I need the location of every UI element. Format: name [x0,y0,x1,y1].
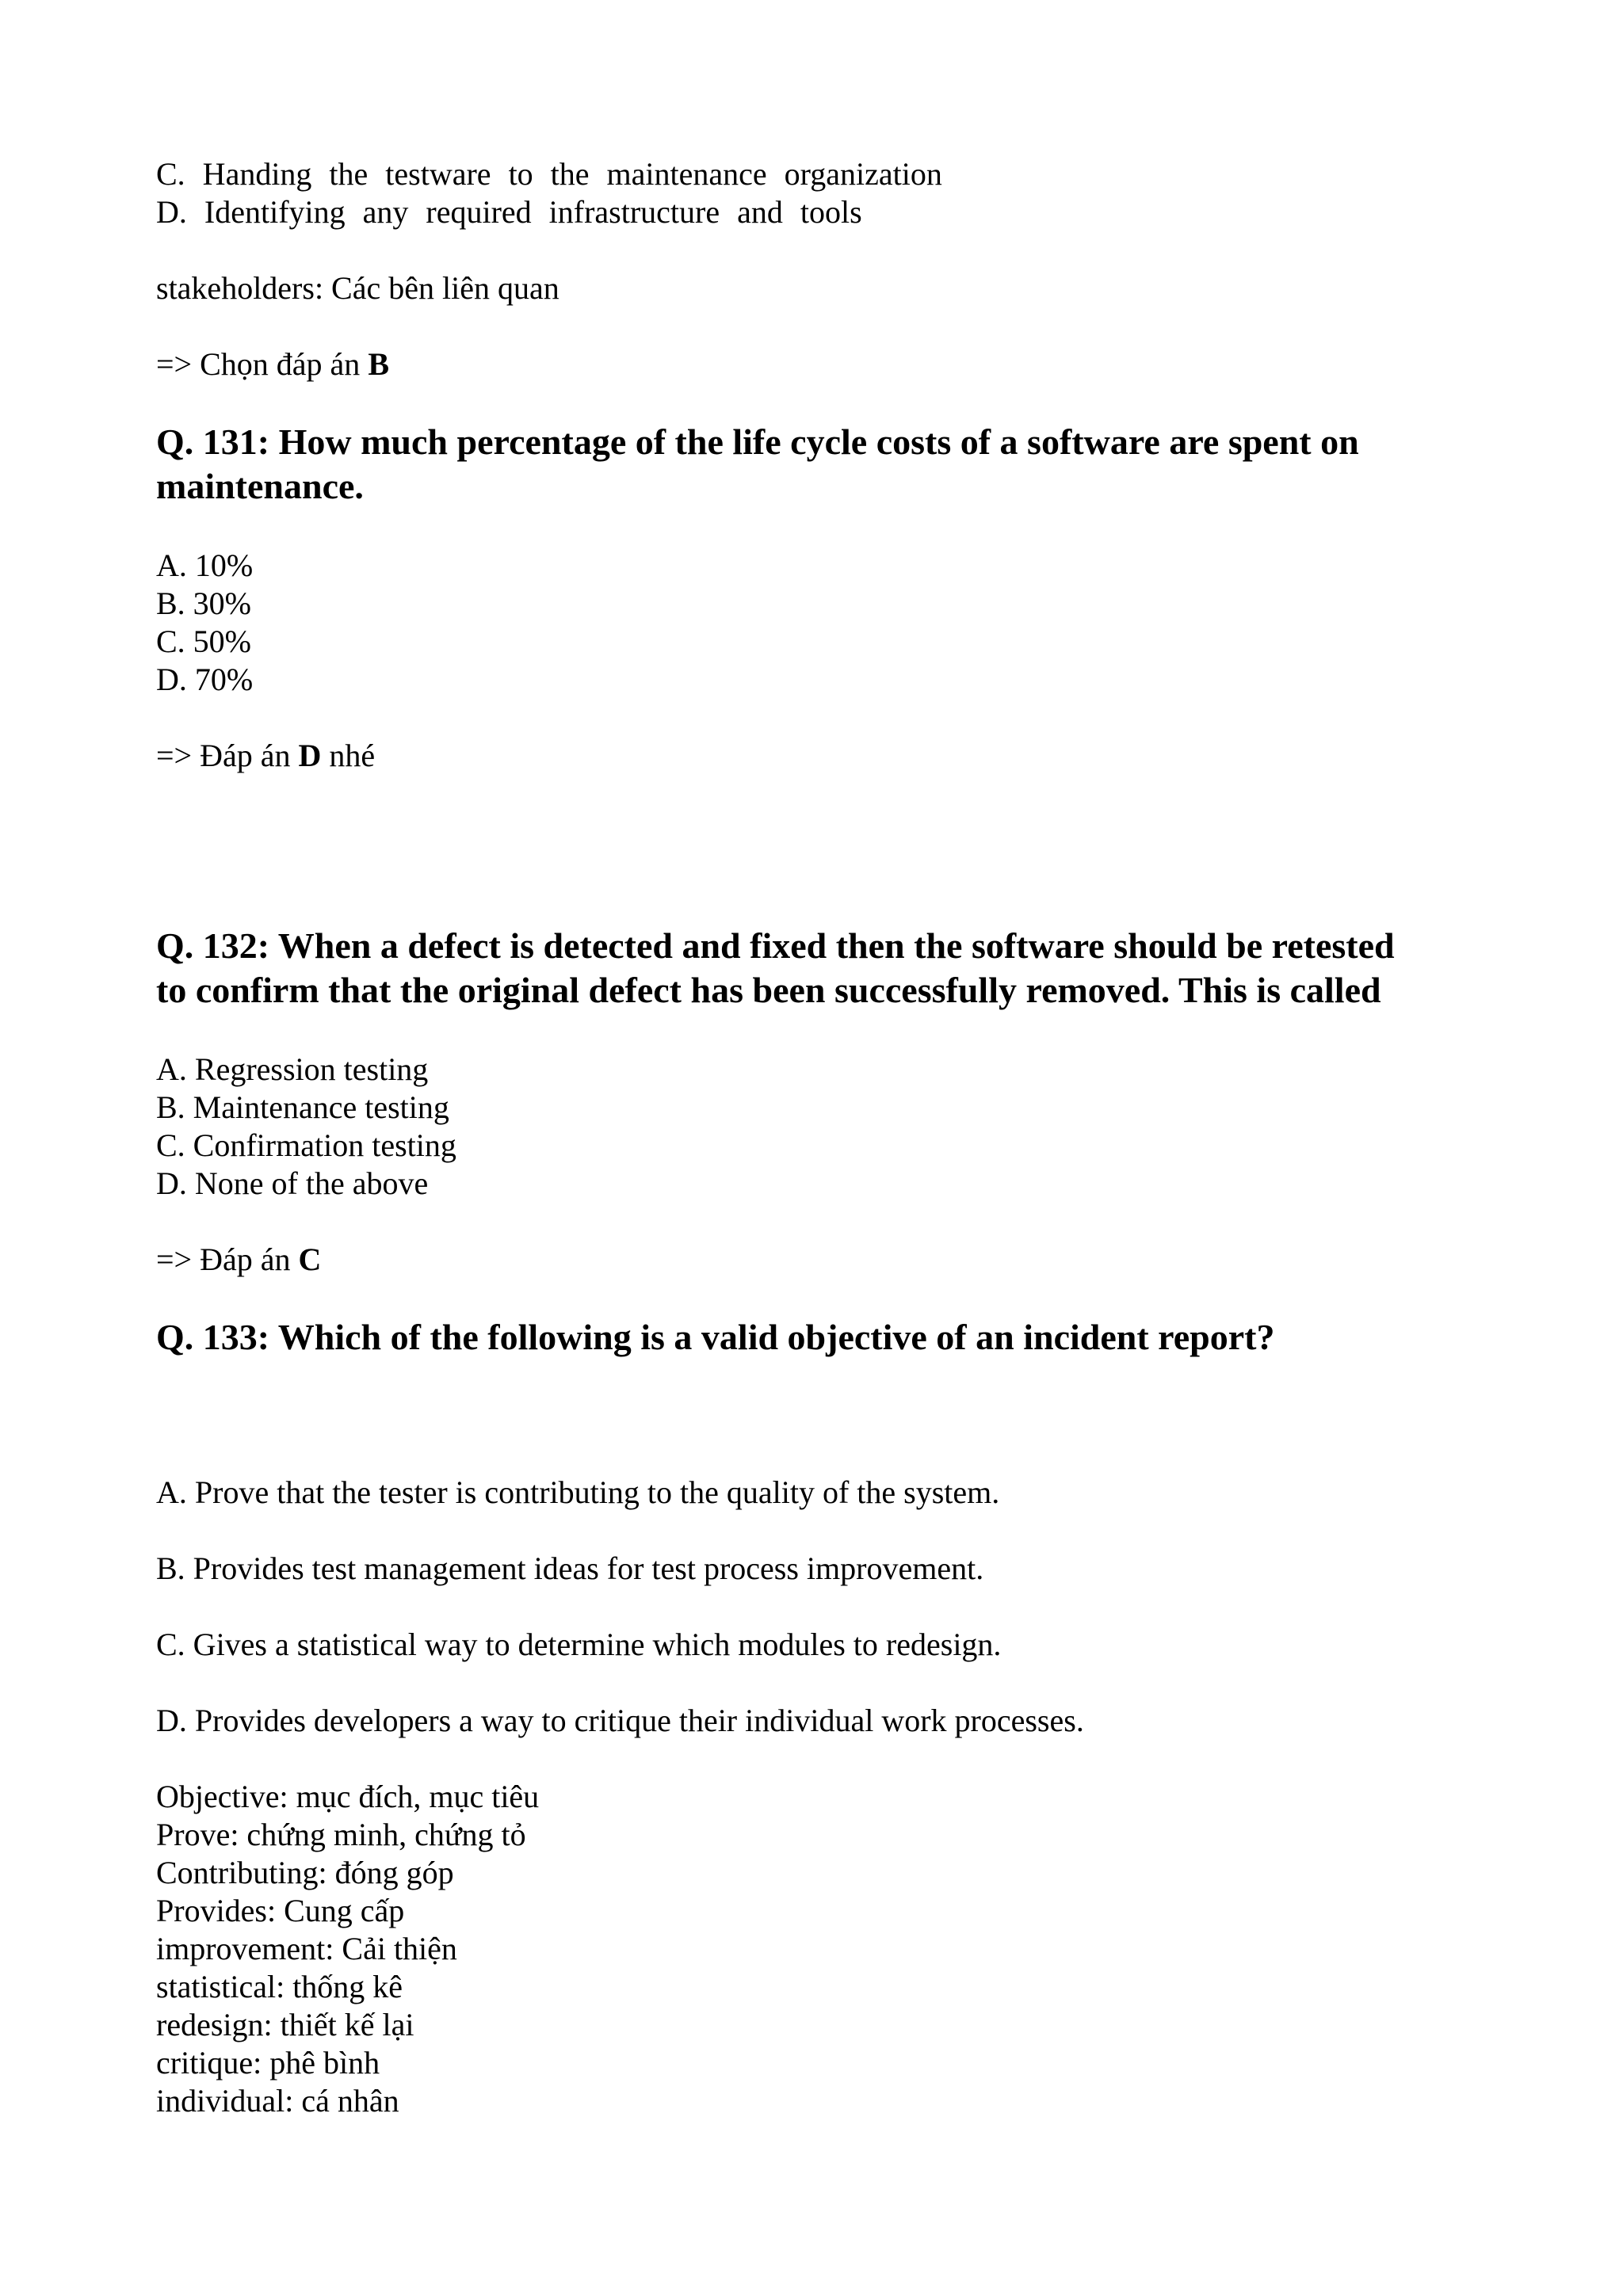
question-133-title [156,1315,1503,1360]
question-title-line: Q. 133: Which of the following is a valid objective of an incident report? [156,1317,1275,1357]
vocab-line: improvement: Cải thiện [156,1931,457,1966]
vocab-line: redesign: thiết kế lại [156,2007,414,2042]
question-title-line: Q. 131: How much percentage of the life cycle costs of a software are spent on [156,421,1359,462]
option-c: C. 50% [156,624,251,659]
option-d: D. Identifying any required infrastructure and tools [156,194,862,230]
answer-prefix: => Đáp án [156,1241,299,1277]
answer-prefix: => Đáp án [156,738,299,773]
option-b: B. Maintenance testing [156,1089,449,1125]
question-title-line: Q. 132: When a defect is detected and fixed then the software should be retested [156,925,1395,966]
option-a: A. 10% [156,547,254,583]
option-a: A. Regression testing [156,1051,429,1087]
option-c: C. Handing the testware to the maintenance organization [156,156,942,192]
answer-line [156,1241,321,1279]
answer-suffix: nhé [321,738,376,773]
question-title-line: maintenance. [156,466,364,506]
vocab-line: statistical: thống kê [156,1969,403,2004]
option-c: C. Confirmation testing [156,1127,456,1163]
option-b: B. 30% [156,585,251,621]
option-d: D. None of the above [156,1165,429,1201]
option-c: C. Gives a statistical way to determine which modules to redesign. [156,1627,1002,1662]
answer-letter: D [298,738,322,773]
answer-letter: C [298,1241,322,1277]
vocab-line: individual: cá nhân [156,2083,399,2119]
vocab-line: stakeholders: Các bên liên quan [156,270,559,306]
option-d: D. 70% [156,662,254,697]
answer-line [156,737,375,775]
vocab-line: Provides: Cung cấp [156,1893,405,1928]
question-132-title [156,924,1503,1013]
option-a: A. Prove that the tester is contributing to the quality of the system. [156,1474,1000,1510]
answer-prefix: => Chọn đáp án [156,346,369,382]
option-d: D. Provides developers a way to critique their individual work processes. [156,1703,1084,1738]
vocab-line: Contributing: đóng góp [156,1855,454,1890]
vocab-line: Prove: chứng minh, chứng tỏ [156,1817,526,1852]
question-131-title [156,420,1503,509]
question-title-line: to confirm that the original defect has been successfully removed. This is called [156,970,1381,1010]
answer-line [156,345,389,383]
option-b: B. Provides test management ideas for test process improvement. [156,1550,984,1586]
vocab-line: critique: phê bình [156,2045,380,2081]
answer-letter: B [368,346,389,382]
vocab-line: Objective: mục đích, mục tiêu [156,1779,540,1814]
